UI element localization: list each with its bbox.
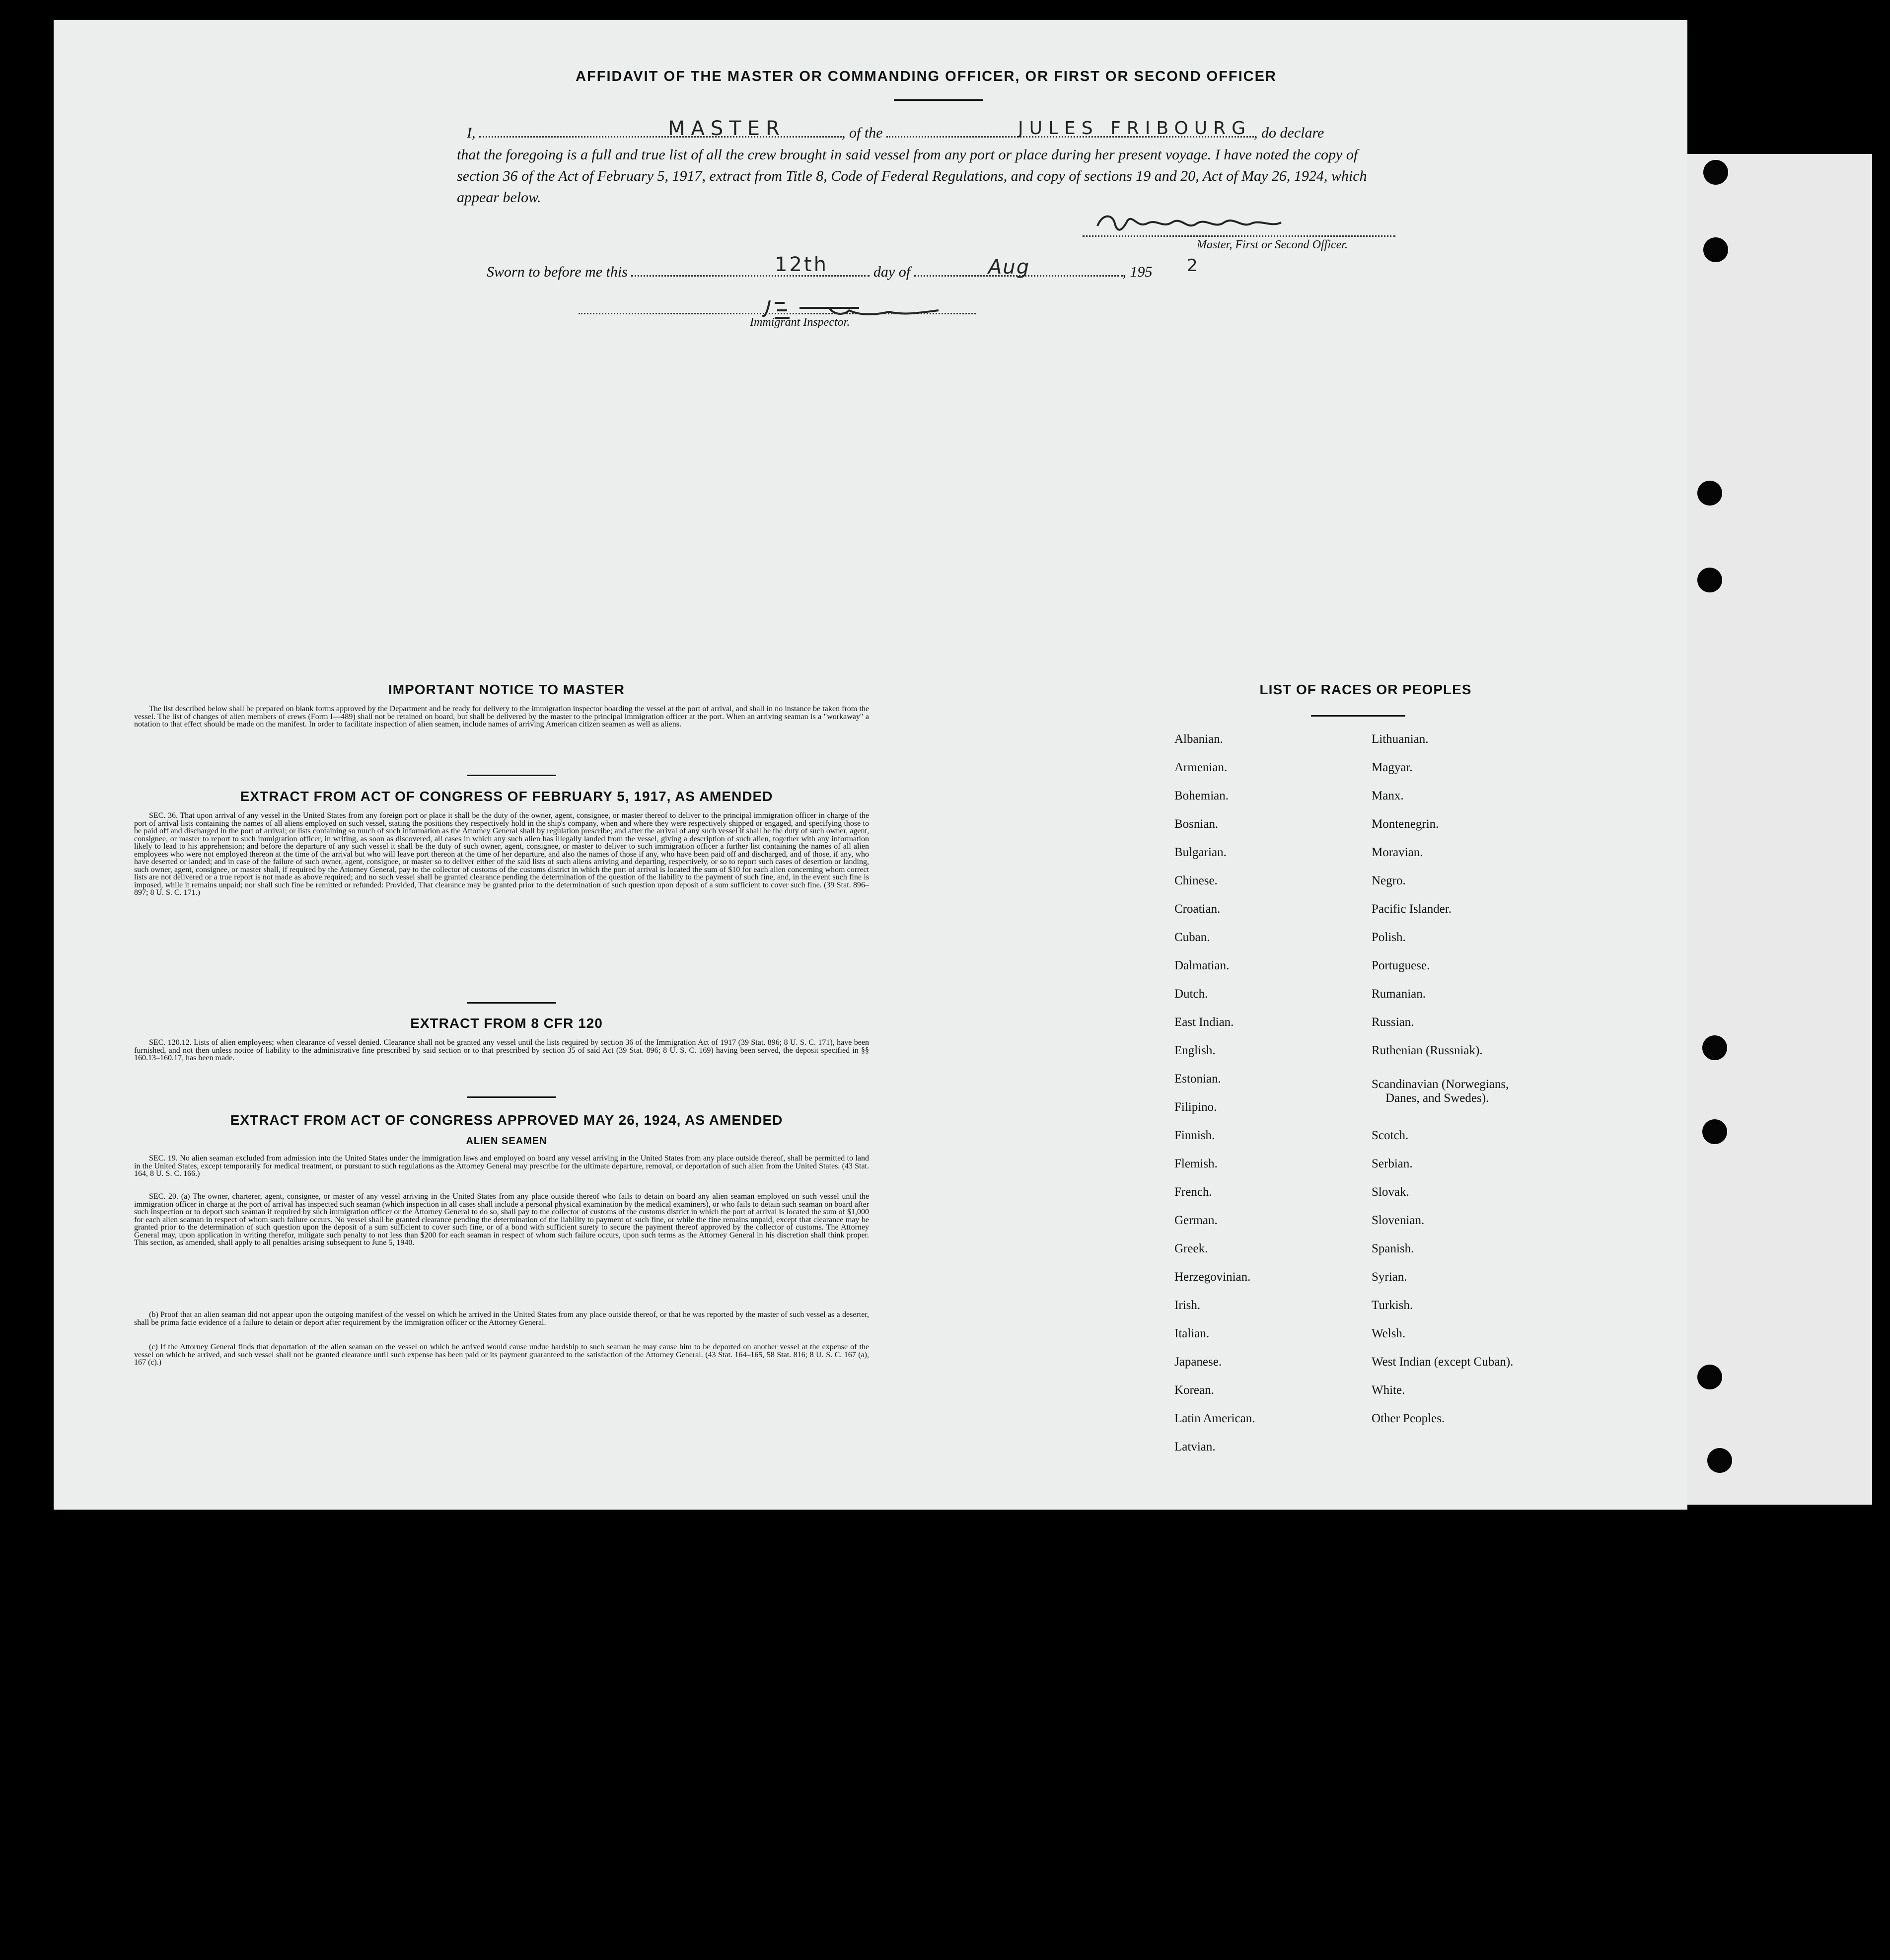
extract-1917-text: SEC. 36. That upon arrival of any vessel in the United States from any foreign port or place it shall be the duty of the owner, agent, consignee, or master thereof to deliver to the principal immigration officer in charge of the port of arrival lists containing the names of all aliens employed on such vessel, stating the positions they respectively hold in the ship's company, when and where they were respectively shipped or engaged, and specifying those to be paid off and discharged in the port of arrival; or lists containing so much of such information as the Attorney General shall by regulation prescribe; and after the arrival of any such vessel it shall be the duty of such owner, agent, consignee, or master to report to such immigration officer, in writing, as soon as discovered, all cases in which any such alien has illegally landed from the vessel, giving a description of such alien, together with any information likely to lead to his apprehension; and before the departure of any such vessel it shall be the duty of such owner, agent, consignee, or master to deliver to such immigration officer a further list containing the names of all alien employees who were not employed thereon at the time of the arrival but who will leave port thereon at the time of her departure, and also the names of those if any, who have been paid off and discharged, and of those, if any, who have deserted or landed; and in case of the failure of such owner, agent, consignee, or master so to deliver either of the said lists of such aliens arriving and departing, respectively, or so to report such cases of desertion or landing, such owner, agent, consignee, or master shall, if required by the Attorney General, pay to the collector of customs of the customs district in which the port of arrival is located the sum of $10 for each alien concerning whom correct lists are not delivered or a true report is not made as above required; and no such vessel shall be granted clearance pending the determination of the question of the liability to the payment of such fine, and, in the event such fine is imposed, while it remains unpaid; nor shall such fine be remitted or refunded: Provided, That clearance may be granted prior to the determination of such question upon deposit of a sum sufficient to cover such fine. (39 Stat. 896–897; 8 U. S. C. 171.): [134, 811, 869, 897]
race-item: Bohemian.: [1174, 789, 1229, 802]
race-item: Rumanian.: [1372, 987, 1426, 1001]
race-item: Lithuanian.: [1372, 732, 1429, 746]
inspector-signature-line: [579, 313, 976, 314]
notice-title: IMPORTANT NOTICE TO MASTER: [388, 682, 625, 697]
extract-cfr-text: SEC. 120.12. Lists of alien employees; when clearance of vessel denied. Clearance shall not be granted any vessel until the lists required by section 36 of the Immigration Act of 1917 (39 Stat. 896; 8 U. S. C. 171), have been furnished, and not then unless notice of liability to the administrative fine prescribed by said section or to that prescribed by section 35 of said Act (39 Stat. 896; 8 U. S. C. 169) having been served, the deposit specified in §§ 160.13–160.17, has been made.: [134, 1038, 869, 1062]
handwritten-month: Aug: [988, 256, 1030, 279]
sworn-year: , 195: [1122, 264, 1153, 280]
race-item: West Indian (except Cuban).: [1372, 1355, 1514, 1369]
race-item: White.: [1372, 1383, 1405, 1397]
punch-hole: [1702, 1035, 1727, 1060]
race-item: Polish.: [1372, 931, 1406, 944]
notice-text: The list described below shall be prepared on blank forms approved by the Department and be ready for delivery to the immigration inspector boarding the vessel at the port of arrival, and shall in no instance be taken from the vessel. The list of changes of alien members of crews (Form I—489) shall not be retained on board, but shall be delivered by the master to the principal immigration officer at the port. When an arriving seaman is a "workaway" a notation to that effect should be made on the manifest. In order to facilitate inspection of alien seamen, include names of arriving American citizen seamen as well as aliens.: [134, 705, 869, 728]
extract-1924-sec19: SEC. 19. No alien seaman excluded from admission into the United States under the immigration laws and employed on board any vessel arriving in the United States from any place outside thereof, shall be permitted to land in the United States, except temporarily for medical treatment, or pursuant to such regulations as the Attorney General may prescribe for the ultimate departure, removal, or deportation of such alien from the United States. (43 Stat. 164, 8 U. S. C. 166.): [134, 1154, 869, 1178]
race-item: Magyar.: [1372, 761, 1413, 774]
race-item: Bulgarian.: [1174, 846, 1227, 859]
punch-hole: [1697, 568, 1722, 592]
title-divider: [894, 99, 983, 101]
handwritten-master: MASTER: [668, 117, 786, 140]
race-item: Japanese.: [1174, 1355, 1222, 1369]
extract-cfr-divider: [467, 1096, 556, 1098]
sworn-day-label: day of: [873, 264, 911, 280]
race-item: Irish.: [1174, 1299, 1201, 1312]
race-item: Other Peoples.: [1372, 1412, 1445, 1425]
officer-signature-line: [1083, 235, 1395, 237]
handwritten-year: 2: [1187, 256, 1198, 276]
extract-1917-title: EXTRACT FROM ACT OF CONGRESS OF FEBRUARY 5, 1917, AS AMENDED: [240, 789, 773, 804]
race-item: Slovak.: [1372, 1185, 1409, 1199]
affidavit-line1: [457, 122, 1400, 145]
sworn-line: [487, 261, 1232, 284]
race-item: Latin American.: [1174, 1412, 1255, 1425]
extract-1924-sec20a: SEC. 20. (a) The owner, charterer, agent, consignee, or master of any vessel arriving in the United States from any place outside thereof who fails to detain on board any alien seaman employed on such vessel until the immigration officer in charge at the port of arrival has inspected such seaman (which inspection in all cases shall include a personal physical examination by the medical examiners), or who fails to detain such seaman on board after such inspection or to deport such seaman if required by such immigration officer or the Attorney General to do so, shall pay to the collector of customs of the customs district in which the port of arrival is located the sum of $1,000 for each alien seaman in respect of whom such failure occurs. No vessel shall be granted clearance pending the determination of the liability to payment of such fine, or while the fine remains unpaid, except that clearance may be granted prior to the determination of such question upon the deposit of a sum sufficient to cover such fine, or of a bond with sufficient surety to secure the payment thereof approved by the collector of customs. The Attorney General may, upon application in writing therefor, mitigate such penalty to not less than $200 for each seaman in respect of whom such failure occurs, upon such terms as the Attorney General in his discretion shall think proper. This section, as amended, shall apply to all penalties arising subsequent to June 5, 1940.: [134, 1192, 869, 1247]
punch-hole: [1697, 1365, 1722, 1389]
race-item: French.: [1174, 1185, 1212, 1199]
races-divider: [1311, 715, 1405, 717]
punch-hole: [1703, 237, 1728, 262]
affidavit-title: AFFIDAVIT OF THE MASTER OR COMMANDING OFFICER, OR FIRST OR SECOND OFFICER: [576, 69, 1277, 84]
extract-1924-sec20c: (c) If the Attorney General finds that deportation of the alien seaman on the vessel on which he arrived would cause undue hardship to such seaman he may cause him to be deported on another vessel at the expense of the vessel on which he arrived, and such vessel shall not be granted clearance until such expense has been paid or its payment guaranteed to the satisfaction of the Attorney General. (43 Stat. 164–165, 58 Stat. 816; 8 U. S. C. 167 (a), 167 (c).): [134, 1343, 869, 1367]
race-item: Turkish.: [1372, 1299, 1413, 1312]
sworn-prefix: Sworn to before me this: [487, 264, 628, 280]
race-item: Estonian.: [1174, 1072, 1221, 1086]
extract-1924-title: EXTRACT FROM ACT OF CONGRESS APPROVED MAY 26, 1924, AS AMENDED: [230, 1112, 783, 1128]
race-item: Montenegrin.: [1372, 817, 1439, 831]
alien-seamen-subtitle: ALIEN SEAMEN: [466, 1136, 547, 1147]
punch-hole: [1703, 160, 1728, 185]
race-item: Greek.: [1174, 1242, 1208, 1255]
race-item: Chinese.: [1174, 874, 1218, 887]
inspector-label: Immigrant Inspector.: [750, 316, 850, 329]
race-item: Filipino.: [1174, 1100, 1217, 1114]
affidavit-body: that the foregoing is a full and true list of all the crew brought in said vessel from any port or place during her present voyage. I have noted the copy of section 36 of the Act of February 5, 1917, extract from Title 8, Code of Federal Regulations, and copy of sections 19 and 20, Act of May 26, 1924, which appear below.: [457, 146, 1367, 206]
race-item: Dalmatian.: [1174, 959, 1230, 972]
races-title: LIST OF RACES OR PEOPLES: [1259, 682, 1472, 697]
handwritten-day: 12th: [775, 253, 828, 276]
punch-hole: [1702, 1119, 1727, 1144]
race-item: Spanish.: [1372, 1242, 1414, 1255]
officer-signature: [1092, 209, 1351, 238]
affidavit-suffix: , do declare: [1254, 125, 1324, 141]
extract-1917-divider: [467, 1002, 556, 1004]
punch-hole: [1697, 481, 1722, 506]
document-page: [54, 20, 1687, 1510]
race-item: Slovenian.: [1372, 1214, 1425, 1227]
day-blank: [631, 265, 870, 277]
race-item: Italian.: [1174, 1327, 1210, 1340]
race-item: Herzegovinian.: [1174, 1270, 1251, 1284]
underlying-page: [1678, 154, 1872, 1505]
race-item: Korean.: [1174, 1383, 1214, 1397]
race-item: Manx.: [1372, 789, 1404, 802]
name-blank: [479, 126, 842, 138]
officer-label: Master, First or Second Officer.: [1197, 238, 1348, 251]
race-item: Ruthenian (Russniak).: [1372, 1044, 1483, 1057]
race-item: Scotch.: [1372, 1129, 1409, 1142]
race-item: Scandinavian (Norwegians,: [1372, 1078, 1509, 1091]
race-item: Danes, and Swedes).: [1385, 1091, 1489, 1105]
handwritten-vessel-name: JULES FRIBOURG: [1018, 118, 1252, 139]
punch-hole: [1707, 1448, 1732, 1473]
race-item: Albanian.: [1174, 732, 1223, 746]
notice-divider: [467, 775, 556, 776]
race-item: Pacific Islander.: [1372, 902, 1452, 916]
race-item: Bosnian.: [1174, 817, 1219, 831]
race-item: Dutch.: [1174, 987, 1208, 1001]
race-item: Welsh.: [1372, 1327, 1406, 1340]
race-item: Finnish.: [1174, 1129, 1215, 1142]
race-item: German.: [1174, 1214, 1218, 1227]
race-item: Moravian.: [1372, 846, 1423, 859]
race-item: Russian.: [1372, 1016, 1414, 1029]
race-item: Syrian.: [1372, 1270, 1407, 1284]
race-item: Croatian.: [1174, 902, 1221, 916]
race-item: Cuban.: [1174, 931, 1210, 944]
extract-1924-sec20b: (b) Proof that an alien seaman did not appear upon the outgoing manifest of the vessel on which he arrived in the United States from any place outside thereof, or that he was reported by the master of such vessel as a deserter, shall be prima facie evidence of a failure to detain or deport after requirement by the immigration officer or the Attorney General.: [134, 1310, 869, 1327]
race-item: Negro.: [1372, 874, 1406, 887]
race-item: East Indian.: [1174, 1016, 1234, 1029]
race-item: Flemish.: [1174, 1157, 1218, 1170]
race-item: Serbian.: [1372, 1157, 1413, 1170]
extract-cfr-title: EXTRACT FROM 8 CFR 120: [410, 1016, 603, 1031]
affidavit-prefix: I,: [467, 125, 476, 141]
race-item: Portuguese.: [1372, 959, 1430, 972]
race-item: English.: [1174, 1044, 1216, 1057]
race-item: Latvian.: [1174, 1440, 1216, 1453]
race-item: Armenian.: [1174, 761, 1228, 774]
affidavit-mid: , of the: [842, 125, 883, 141]
